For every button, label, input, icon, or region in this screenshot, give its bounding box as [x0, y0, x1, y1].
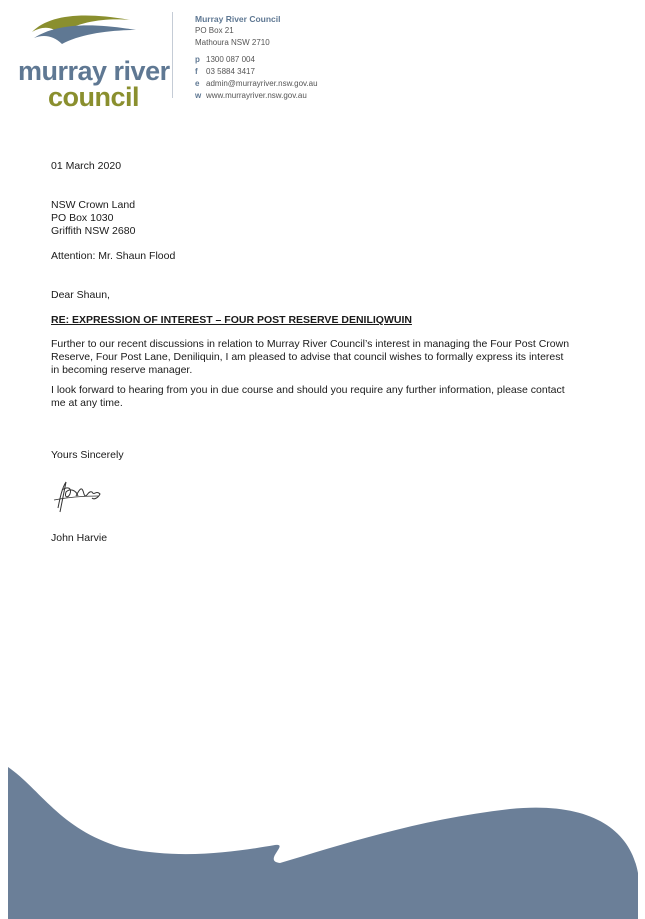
recipient-line: NSW Crown Land	[51, 199, 136, 211]
fax-number: 03 5884 3417	[206, 67, 255, 76]
contact-key: p	[195, 55, 200, 64]
email-address: admin@murrayriver.nsw.gov.au	[206, 79, 318, 88]
contact-key: e	[195, 79, 200, 88]
council-contact-block	[195, 13, 318, 102]
signatory-name: John Harvie	[51, 532, 108, 544]
logo-wordmark-line2: council	[48, 82, 140, 112]
attention-line: Attention: Mr. Shaun Flood	[51, 250, 176, 262]
footer-wave-graphic	[0, 749, 645, 919]
contact-key: w	[195, 91, 202, 100]
organisation-name: Murray River Council	[195, 14, 281, 24]
logo-wordmark-line1: murray river	[18, 56, 170, 86]
email-row	[195, 78, 318, 90]
contact-key: f	[195, 67, 198, 76]
recipient-line: Griffith NSW 2680	[51, 225, 136, 237]
website-row	[195, 90, 318, 102]
body-paragraph: I look forward to hearing from you in due course and should you require any further information, please contact me at any time.	[51, 384, 565, 409]
river-swoosh-icon	[30, 12, 140, 48]
address-line: PO Box 21	[195, 26, 234, 35]
salutation: Dear Shaun,	[51, 289, 110, 301]
letter-subject: RE: EXPRESSION OF INTEREST – FOUR POST RESERVE DENILIQWUIN	[51, 314, 412, 326]
website-url: www.murrayriver.nsw.gov.au	[206, 91, 307, 100]
letter-date: 01 March 2020	[51, 160, 122, 172]
closing: Yours Sincerely	[51, 449, 124, 461]
fax-row	[195, 66, 318, 78]
phone-number: 1300 087 004	[206, 55, 255, 64]
recipient-address	[51, 199, 135, 238]
council-logo	[14, 12, 170, 112]
header-divider	[172, 12, 173, 98]
handwritten-signature	[50, 478, 110, 514]
phone-row	[195, 54, 318, 66]
body-paragraph: Further to our recent discussions in relation to Murray River Council’s interest in managing the Four Post Crown Reserve, Four Post Lane, Deniliquin, I am pleased to advise that council wishes to formally express its interest in becoming reserve manager.	[51, 338, 570, 376]
address-line: Mathoura NSW 2710	[195, 38, 270, 47]
recipient-line: PO Box 1030	[51, 212, 114, 224]
